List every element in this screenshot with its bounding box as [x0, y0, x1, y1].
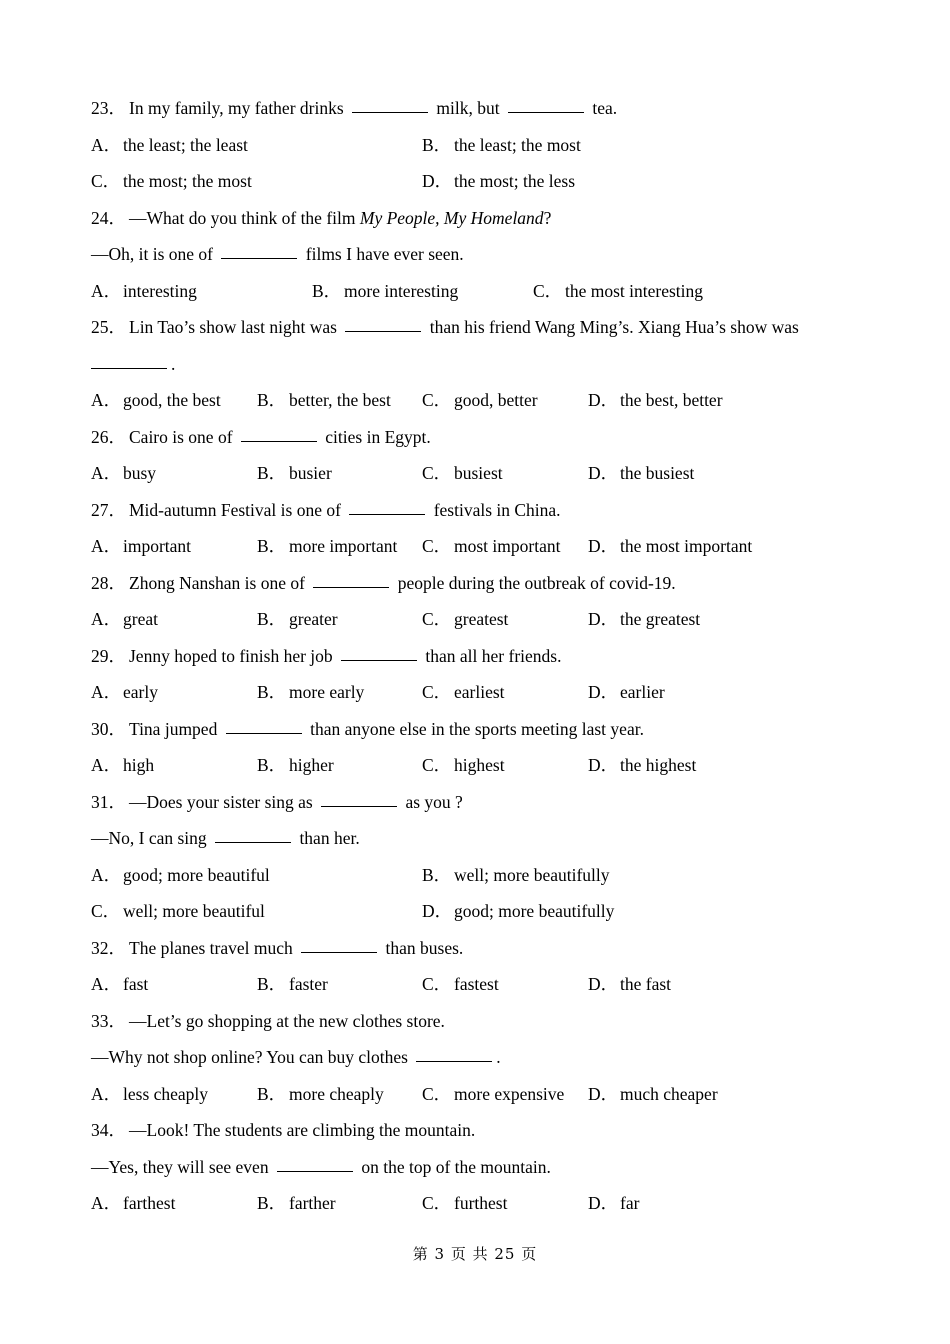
question-34: 34． —Look! The students are climbing the mountain.: [91, 1112, 861, 1149]
question-number: 27．: [91, 499, 126, 520]
option-d: D． the most important: [588, 536, 753, 556]
option-a: A． high: [91, 755, 155, 775]
answer-blank: [241, 440, 317, 442]
option-d: D． the greatest: [588, 609, 701, 629]
option-b: B． more interesting: [312, 280, 459, 301]
option-a: A． important: [91, 536, 192, 556]
option-a: A． the least; the least: [91, 134, 248, 155]
question-25-cont: .: [91, 346, 861, 383]
exam-page: [91, 90, 861, 1222]
question-number: 32．: [91, 937, 126, 958]
option-c: C． well; more beautiful: [91, 901, 265, 921]
options-32: [91, 966, 861, 1003]
question-26: 26． Cairo is one of cities in Egypt.: [91, 419, 861, 456]
option-a: A． less cheaply: [91, 1083, 209, 1104]
option-b: B． higher: [257, 755, 334, 775]
option-a: A． great: [91, 609, 158, 629]
question-30: 30． Tina jumped than anyone else in the sports meeting last year.: [91, 711, 861, 748]
option-d: D． much cheaper: [588, 1083, 718, 1104]
answer-blank: [277, 1170, 353, 1172]
answer-blank: [313, 586, 389, 588]
options-27: [91, 528, 861, 565]
option-d: D． good; more beautifully: [422, 901, 615, 921]
question-31-reply: —No, I can sing than her.: [91, 828, 360, 848]
answer-blank: [508, 111, 584, 113]
answer-blank: [352, 111, 428, 113]
option-c: C． busiest: [422, 463, 503, 483]
answer-blank: [301, 951, 377, 953]
question-34-reply: —Yes, they will see even on the top of the mountain.: [91, 1156, 551, 1177]
answer-blank: [226, 732, 302, 734]
question-24-reply: —Oh, it is one of films I have ever seen.: [91, 244, 464, 264]
options-26: [91, 455, 861, 492]
options-23b: [91, 163, 861, 200]
option-b: B． more early: [257, 682, 365, 702]
option-d: D． the most; the less: [422, 171, 576, 191]
question-31: 31． —Does your sister sing as as you ?: [91, 784, 861, 821]
answer-blank: [416, 1060, 492, 1062]
option-b: B． farther: [257, 1193, 336, 1213]
option-d: D． the fast: [588, 974, 672, 994]
option-b: B． the least; the most: [422, 134, 581, 155]
answer-blank: [221, 257, 297, 259]
option-d: D． the busiest: [588, 463, 695, 483]
question-27: 27． Mid-autumn Festival is one of festivals in China.: [91, 492, 861, 529]
answer-blank: [345, 330, 421, 332]
answer-blank: [321, 805, 397, 807]
options-33: [91, 1076, 861, 1113]
option-d: D． far: [588, 1193, 640, 1213]
option-b: B． greater: [257, 609, 338, 629]
question-number: 31．: [91, 791, 126, 812]
options-25: [91, 382, 861, 419]
option-c: C． highest: [422, 755, 505, 775]
option-a: A． good; more beautiful: [91, 864, 270, 885]
options-30: [91, 747, 861, 784]
question-number: 30．: [91, 718, 126, 739]
option-b: B． better, the best: [257, 390, 391, 410]
question-number: 23．: [91, 98, 126, 118]
answer-blank: [91, 367, 167, 369]
option-c: C． more expensive: [422, 1083, 565, 1104]
option-c: C． the most; the most: [91, 171, 252, 191]
option-c: C． furthest: [422, 1193, 508, 1213]
question-number: 25．: [91, 317, 126, 337]
option-d: D． the best, better: [588, 390, 723, 410]
answer-blank: [341, 659, 417, 661]
option-a: A． good, the best: [91, 390, 221, 410]
option-a: A． farthest: [91, 1193, 176, 1213]
options-28: [91, 601, 861, 638]
options-31: [91, 857, 861, 894]
question-text: tea.: [587, 98, 618, 118]
question-number: 28．: [91, 572, 126, 593]
question-24: 24． —What do you think of the film My People, My Homeland?: [91, 200, 861, 237]
option-a: A． early: [91, 682, 158, 702]
option-b: B． faster: [257, 974, 328, 994]
question-number: 26．: [91, 426, 126, 447]
film-title: My People, My Homeland: [359, 207, 544, 228]
option-c: C． greatest: [422, 609, 509, 629]
question-number: 34．: [91, 1120, 126, 1140]
option-c: C． good, better: [422, 390, 538, 410]
option-a: A． fast: [91, 974, 149, 994]
option-d: D． the highest: [588, 755, 697, 775]
options-31b: [91, 893, 861, 930]
question-text: milk, but: [432, 98, 504, 118]
option-d: D． earlier: [588, 682, 665, 702]
options-24: [91, 273, 861, 310]
option-a: A． interesting: [91, 280, 197, 301]
option-b: B． well; more beautifully: [422, 864, 610, 885]
option-b: B． busier: [257, 463, 332, 483]
options-23: [91, 127, 861, 164]
question-number: 29．: [91, 645, 126, 666]
answer-blank: [215, 841, 291, 843]
option-b: B． more cheaply: [257, 1083, 384, 1104]
option-c: C． fastest: [422, 974, 499, 994]
question-29: 29． Jenny hoped to finish her job than all her friends.: [91, 638, 861, 675]
answer-blank: [349, 513, 425, 515]
option-a: A． busy: [91, 463, 157, 483]
question-33: 33． —Let’s go shopping at the new clothes store.: [91, 1003, 861, 1040]
question-33-reply: —Why not shop online? You can buy clothes .: [91, 1047, 501, 1067]
option-c: C． the most interesting: [533, 280, 704, 301]
question-text: In my family, my father drinks: [129, 98, 349, 118]
question-28: 28． Zhong Nanshan is one of people during the outbreak of covid-19.: [91, 565, 861, 602]
question-25: 25． Lin Tao’s show last night was than his friend Wang Ming’s. Xiang Hua’s show was: [91, 309, 861, 346]
question-23: [91, 90, 861, 127]
options-29: [91, 674, 861, 711]
option-b: B． more important: [257, 536, 398, 556]
option-c: C． earliest: [422, 682, 505, 702]
option-c: C． most important: [422, 536, 561, 556]
options-34: [91, 1185, 861, 1222]
question-32: 32． The planes travel much than buses.: [91, 930, 861, 967]
question-number: 33．: [91, 1010, 126, 1031]
question-number: 24．: [91, 207, 126, 228]
page-footer: 第 3 页 共 25 页: [412, 1245, 538, 1263]
